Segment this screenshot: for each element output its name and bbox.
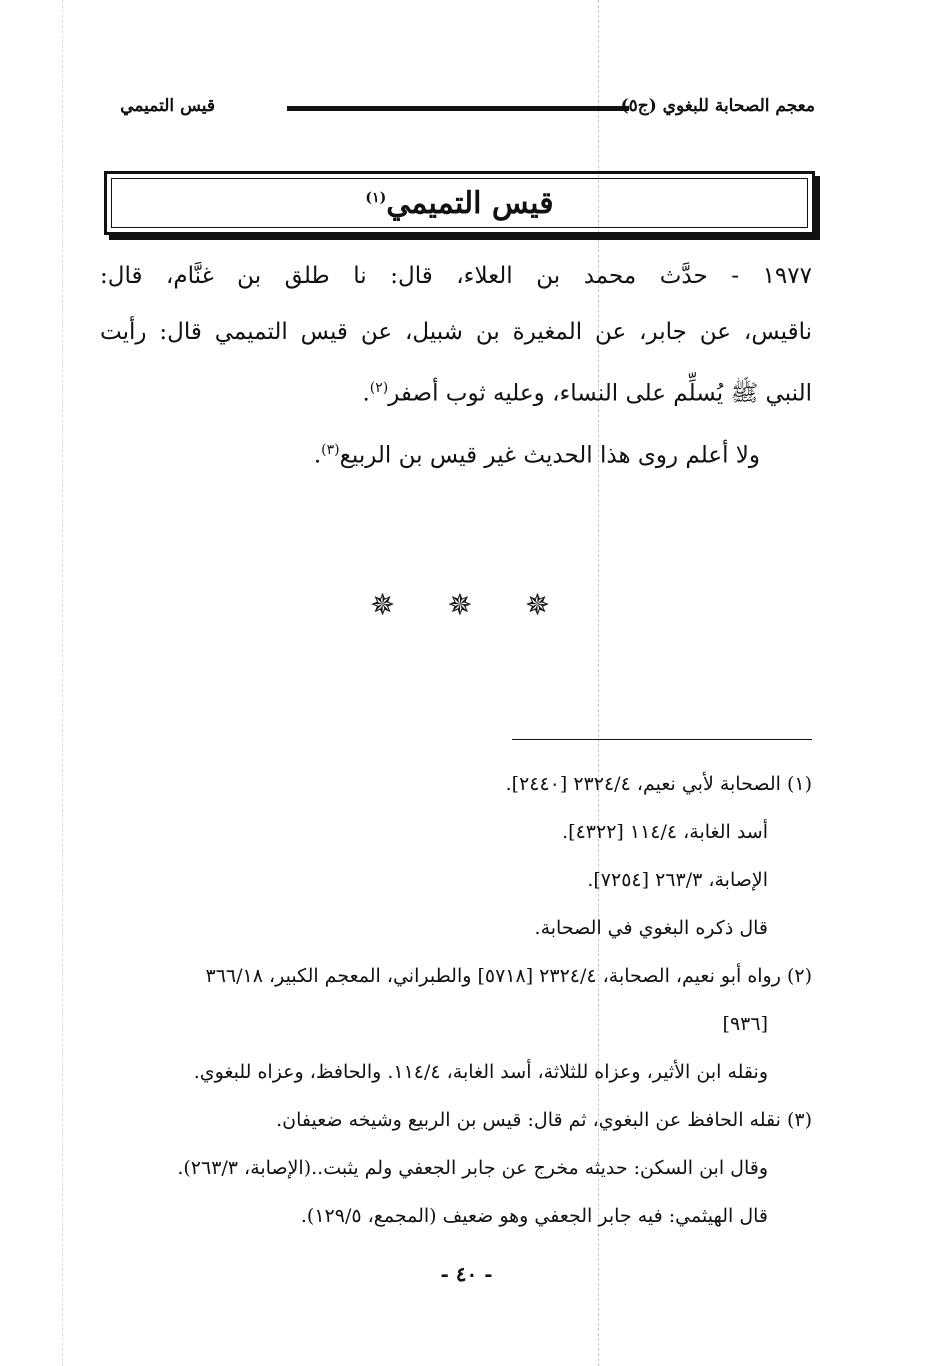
page-number: - ٤٠ - [440, 1262, 493, 1286]
footnotes [100, 760, 812, 1240]
footnote-marker-2: (٢) [369, 380, 389, 396]
running-header-left: قيس التميمي [120, 96, 215, 116]
header-rule [287, 106, 629, 111]
title-footnote-marker: (١) [365, 189, 387, 206]
entry-title-box [104, 171, 815, 235]
star-ornament-icon: ✵ [370, 588, 396, 623]
footnote-1: (١) الصحابة لأبي نعيم، ٢٣٢٤/٤ [٢٤٤٠]. [505, 773, 812, 795]
scan-fold-line-left [62, 0, 63, 1366]
footnote-1-line-2: أسد الغابة، ١١٤/٤ [٤٣٢٢]. [562, 821, 768, 843]
footnote-1-line-4: قال ذكره البغوي في الصحابة. [534, 917, 768, 939]
footnote-2-line-2: [٩٣٦] [722, 1013, 768, 1035]
body-line-3-dot: . [362, 380, 370, 407]
footnote-2-line-3: ونقله ابن الأثير، وعزاه للثلاثة، أسد الغابة، ١١٤/٤. والحافظ، وعزاه للبغوي. [193, 1061, 768, 1083]
body-line-4 [100, 422, 760, 484]
body-line-4-dot: . [313, 442, 322, 469]
footnote-3-line-3: قال الهيثمي: فيه جابر الجعفي وهو ضعيف (المجمع، ١٢٩/٥). [300, 1205, 768, 1227]
body-line-3-text: النبي ﷺ يُسلِّم على النساء، وعليه ثوب أصفر [388, 380, 812, 407]
footnote-3: (٣) نقله الحافظ عن البغوي، ثم قال: قيس بن الربيع وشيخه ضعيفان. [276, 1109, 812, 1131]
section-separator [370, 586, 550, 626]
footnote-2: (٢) رواه أبو نعيم، الصحابة، ٢٣٢٤/٤ [٥٧١٨] والطبراني، المعجم الكبير، ٣٦٦/١٨ [205, 965, 812, 987]
hadith-text [100, 248, 812, 483]
entry-title-text: قيس التميمي [386, 185, 554, 221]
body-line-4-text: ولا أعلم روى هذا الحديث غير قيس بن الربيع [339, 442, 760, 469]
body-line-3 [100, 360, 812, 422]
body-line-1: ١٩٧٧ - حدَّث محمد بن العلاء، قال: نا طلق بن غنَّام، قال: [100, 263, 812, 289]
footnote-1-line-3: الإصابة، ٢٦٣/٣ [٧٢٥٤]. [587, 869, 768, 891]
footnote-marker-3: (٣) [321, 441, 340, 458]
entry-title [365, 186, 553, 221]
body-line-2: ناقيس، عن جابر، عن المغيرة بن شبيل، عن قيس التميمي قال: رأيت [100, 319, 812, 345]
footnote-rule [512, 739, 812, 740]
footnote-3-line-2: وقال ابن السكن: حديثه مخرج عن جابر الجعفي ولم يثبت..(الإصابة، ٢٦٣/٣). [177, 1157, 768, 1179]
star-ornament-icon: ✵ [524, 588, 550, 623]
running-header-right: معجم الصحابة للبغوي (ج٥) [620, 96, 815, 116]
star-ornament-icon: ✵ [447, 588, 473, 623]
